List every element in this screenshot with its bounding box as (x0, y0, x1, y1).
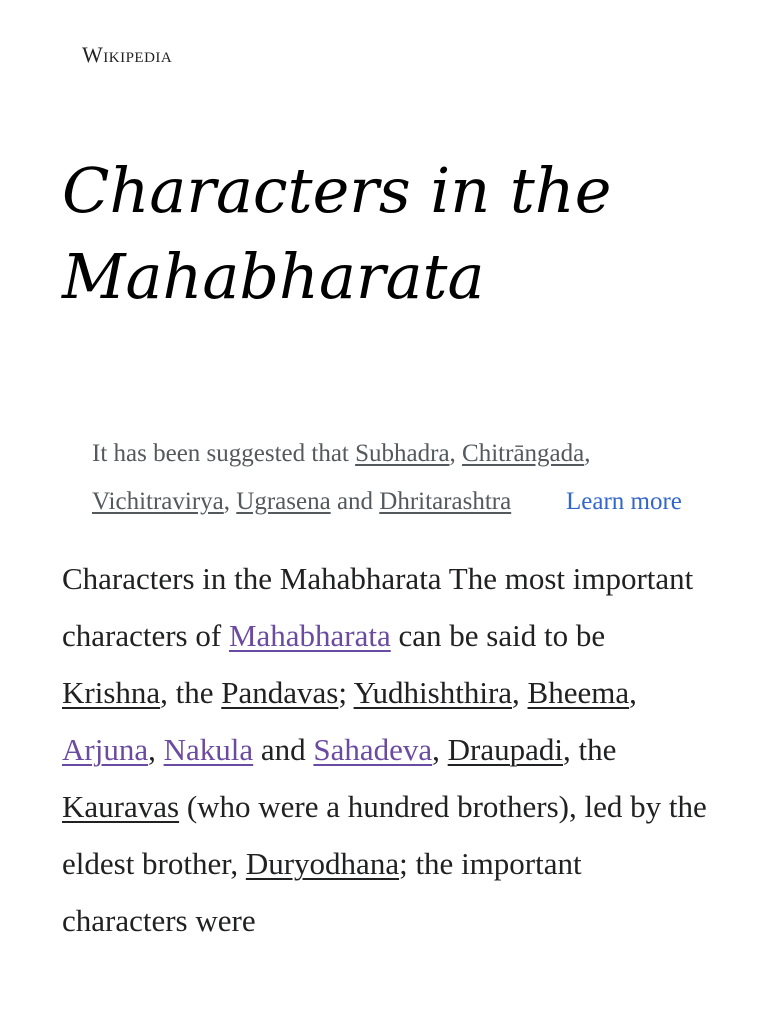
paragraph-text: , (629, 675, 637, 710)
link-kauravas[interactable]: Kauravas (62, 789, 180, 824)
merge-notice (92, 430, 712, 530)
article-paragraph (62, 550, 712, 949)
page-title-line2: Mahabharata (62, 240, 485, 313)
notice-link-subhadra[interactable]: Subhadra (355, 440, 450, 467)
link-yudhishthira[interactable]: Yudhishthira (353, 675, 513, 710)
link-mahabharata[interactable]: Mahabharata (228, 618, 391, 653)
paragraph-text: , the (563, 732, 617, 767)
paragraph-text: (who were a hundred brothers), led by the eldest brother, (62, 789, 707, 881)
link-duryodhana[interactable]: Duryodhana (245, 846, 400, 881)
page-title (62, 148, 722, 320)
link-pandavas[interactable]: Pandavas (221, 675, 339, 710)
link-bheema[interactable]: Bheema (527, 675, 630, 710)
learn-more-link[interactable]: Learn more (566, 488, 682, 515)
notice-link-ugrasena[interactable]: Ugrasena (236, 488, 331, 515)
notice-link-chitrangada[interactable]: Chitrāngada (462, 440, 585, 467)
paragraph-text: , the (160, 675, 222, 710)
link-sahadeva[interactable]: Sahadeva (313, 732, 433, 767)
paragraph-text: , (148, 732, 164, 767)
paragraph-text: , (512, 675, 528, 710)
notice-separator: , (449, 440, 463, 467)
paragraph-text: , (432, 732, 448, 767)
notice-link-dhritarashtra[interactable]: Dhritarashtra (379, 488, 512, 515)
paragraph-text: Characters in the Mahabharata The most important characters of (62, 561, 694, 653)
page-title-line1: Characters in the (62, 154, 612, 227)
paragraph-text: ; (338, 675, 354, 710)
link-krishna[interactable]: Krishna (62, 675, 161, 710)
link-nakula[interactable]: Nakula (163, 732, 254, 767)
notice-prefix: It has been suggested that (92, 440, 356, 467)
paragraph-text: can be said to be (390, 618, 606, 653)
wikipedia-logo[interactable]: Wikipedia (82, 42, 173, 67)
notice-separator: , (584, 440, 591, 467)
link-arjuna[interactable]: Arjuna (62, 732, 149, 767)
link-draupadi[interactable]: Draupadi (447, 732, 564, 767)
notice-separator: , (223, 488, 237, 515)
notice-link-vichitravirya[interactable]: Vichitravirya (92, 488, 224, 515)
paragraph-text: ; the important characters were (62, 846, 582, 938)
notice-line-2 (92, 478, 512, 526)
notice-separator: and (330, 488, 380, 515)
notice-line-1 (92, 430, 654, 478)
paragraph-text: and (253, 732, 314, 767)
